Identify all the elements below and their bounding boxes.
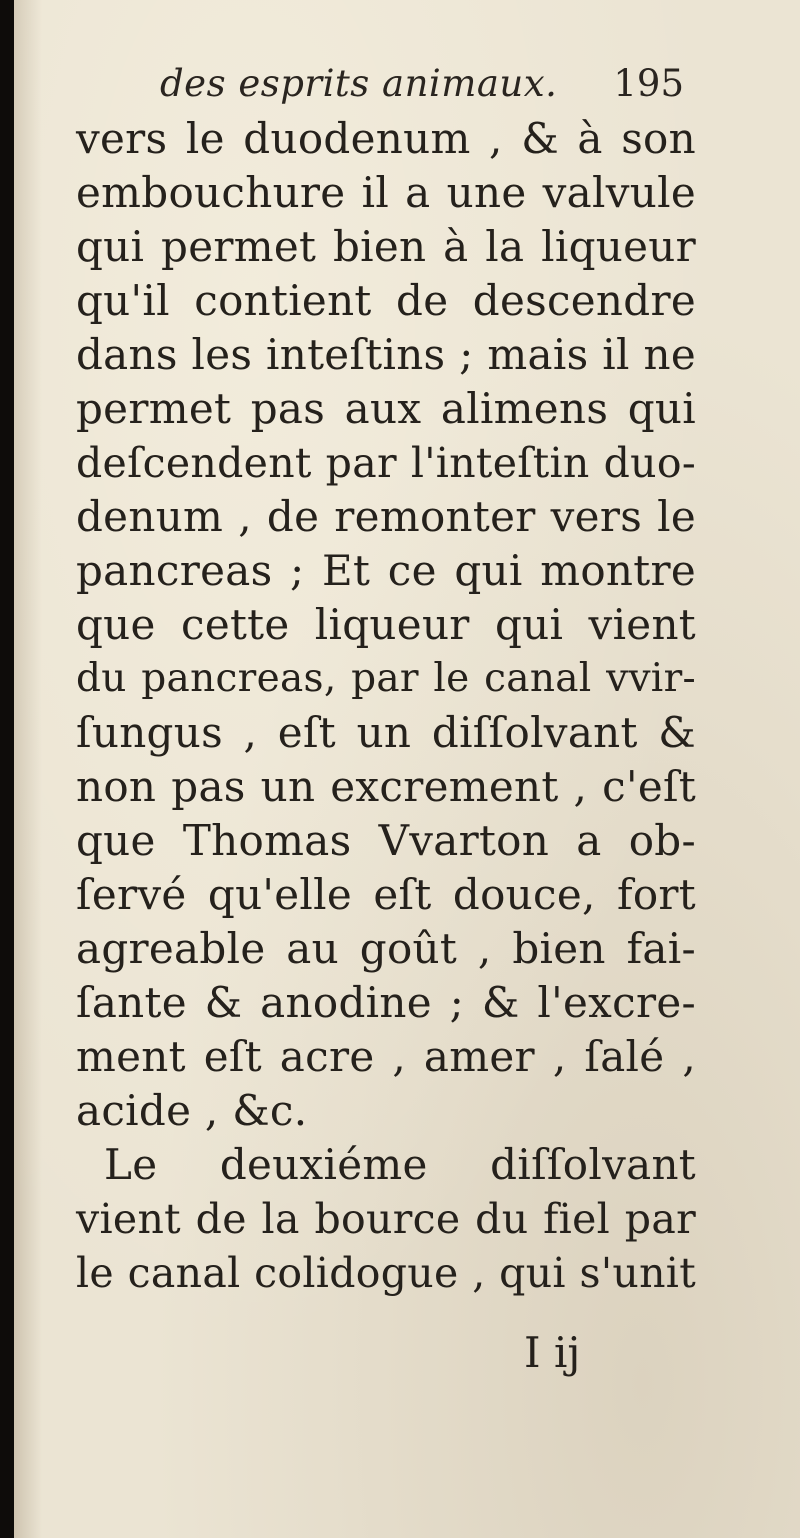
text-line: ſervé qu'elle eſt douce, fort: [76, 870, 696, 919]
text-line: du pancreas, par le canal vvir-: [76, 656, 696, 701]
book-gutter: [0, 0, 14, 1538]
text-line: ment eſt acre , amer , ſalé ,: [76, 1032, 696, 1081]
text-line: acide , &c.: [76, 1086, 308, 1135]
text-line: deſcendent par l'inteſtin duo-: [76, 439, 696, 487]
text-line: qui permet bien à la liqueur: [76, 222, 696, 271]
text-line: pancreas ; Et ce qui montre: [76, 546, 696, 595]
text-line: vient de la bource du fiel par: [76, 1195, 696, 1243]
text-line: dans les inteſtins ; mais il ne: [76, 330, 696, 379]
text-line: non pas un excrement , c'eſt: [76, 762, 696, 811]
body-text: [76, 112, 696, 1300]
text-line: embouchure il a une valvule: [76, 168, 696, 217]
page-number: 195: [613, 62, 684, 105]
text-line: ſungus , eſt un diſſolvant &: [76, 708, 696, 757]
page-header: [144, 62, 684, 110]
text-line: permet pas aux alimens qui: [76, 384, 696, 433]
text-line: vers le duodenum , & à son: [76, 114, 696, 163]
text-line: que cette liqueur qui vient: [76, 600, 696, 649]
text-line: que Thomas Vvarton a ob-: [76, 816, 696, 865]
running-head: des esprits animaux.: [160, 62, 558, 105]
text-line: agreable au goût , bien fai-: [76, 924, 696, 973]
text-line: le canal colidogue , qui s'unit: [76, 1249, 696, 1297]
book-page: [14, 0, 800, 1538]
signature-mark: I ij: [524, 1328, 581, 1377]
text-line: qu'il contient de descendre: [76, 276, 696, 325]
text-line: Le deuxiéme diſſolvant: [104, 1140, 696, 1189]
text-line: ſante & anodine ; & l'excre-: [76, 978, 696, 1027]
text-line: denum , de remonter vers le: [76, 492, 696, 541]
